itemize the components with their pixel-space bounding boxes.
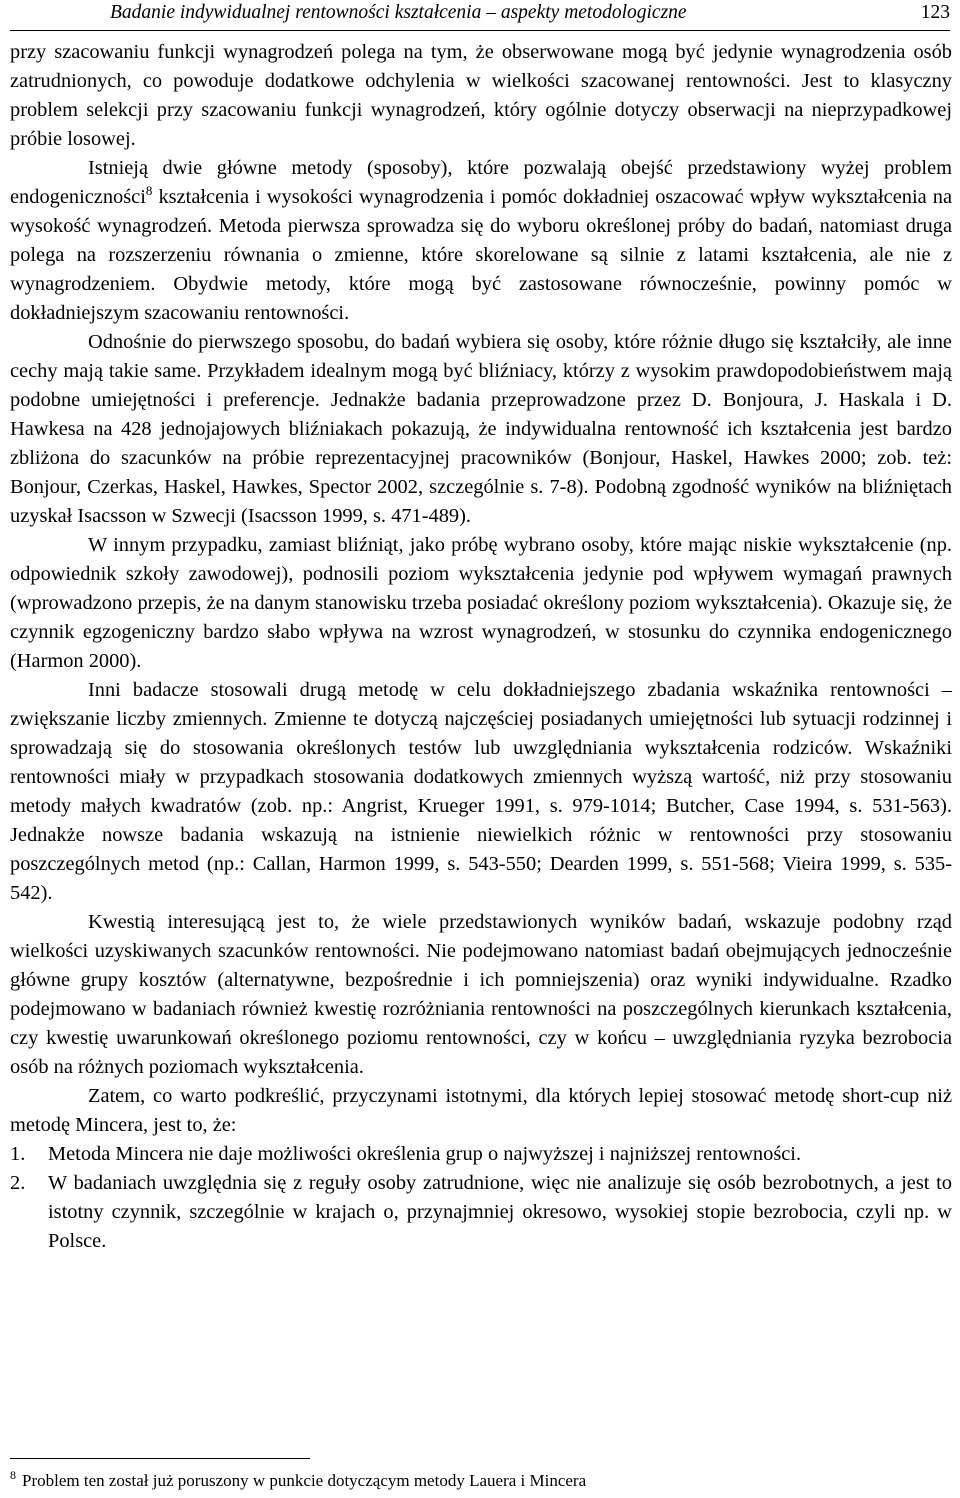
paragraph-text: kształcenia i wysokości wynagrodzenia i pomóc dokładniej oszacować wpływ wykształcenia na wysokość wynagrodzeń. Metoda pierwsza sprowadza się do wyboru określonej próby do badań, natomiast druga polega na rozszerzeniu równania o zmienne, które skorelowane są silnie z latami kształcenia, ale nie z wynagrodzeniem. Obydwie metody, które mogą być zastosowane równocześnie, powinny pomóc w dokładniejszym szacowaniu rentowności. xyxy=(10,186,952,324)
running-header-title: Badanie indywidualnej rentowności kształcenia – aspekty metodologiczne xyxy=(110,2,687,23)
paragraph: przy szacowaniu funkcji wynagrodzeń polega na tym, że obserwowane mogą być jedynie wynagrodzenia osób zatrudnionych, co powoduje dodatkowe odchylenia w wielkości szacowanej rentowności. Jest to klasyczny problem selekcji przy szacowaniu funkcji wynagrodzeń, który ogólnie dotyczy obserwacji na nieprzypadkowej próbie losowej. xyxy=(10,41,952,150)
body-text xyxy=(10,38,952,1256)
paragraph: Odnośnie do pierwszego sposobu, do badań wybiera się osoby, które różnie długo się kształciły, ale inne cechy mają takie same. Przykładem idealnym mogą być bliźniacy, którzy z wysokim prawdopodobieństwem mają podobne umiejętności i preferencje. Jednakże badania przeprowadzone przez D. Bonjoura, J. Haskala i D. Hawkesa na 428 jednojajowych bliźniakach pokazują, że indywidualna rentowność ich kształcenia jest bardzo zbliżona do szacunków na próbie reprezentacyjnej pracowników (Bonjour, Haskel, Hawkes 2000; zob. też: Bonjour, Czerkas, Haskel, Hawkes, Spector 2002, szczególnie s. 7-8). Podobną zgodność wyników na bliźniętach uzyskał Isacsson w Szwecji (Isacsson 1999, s. 471-489). xyxy=(10,331,952,527)
paragraph-text: Istnieją dwie główne metody (sposoby), które pozwalają obejść przedstawiony wyżej problem endogeniczności xyxy=(10,157,952,208)
paragraph: Kwestią interesującą jest to, że wiele przedstawionych wyników badań, wskazuje podobny rząd wielkości uzyskiwanych szacunków rentowności. Nie podejmowano natomiast badań obejmujących jednocześnie główne grupy kosztów (alternatywne, bezpośrednie i ich pomniejszenia) oraz wyniki indywidualne. Rzadko podejmowano w badaniach również kwestię rozróżniania rentowności na poszczególnych kierunkach kształcenia, czy kwestię uwarunkowań określonego poziomu rentowności, czy w końcu – uwzględniania ryzyka bezrobocia osób na różnych poziomach wykształcenia. xyxy=(10,911,952,1078)
list-item-number: 2. xyxy=(10,1172,26,1194)
paragraph: W innym przypadku, zamiast bliźniąt, jako próbę wybrano osoby, które mając niskie wykształcenie (np. odpowiednik szkoły zawodowej), podnosili poziom wykształcenia jedynie pod wpływem wymagań prawnych (wprowadzono przepis, że na danym stanowisku trzeba posiadać określony poziom wykształcenia). Okazuje się, że czynnik egzogeniczny bardzo słabo wpływa na wzrost wynagrodzeń, w stosunku do czynnika endogenicznego (Harmon 2000). xyxy=(10,534,952,672)
footnote-marker: 8 xyxy=(10,1468,16,1482)
page-number: 123 xyxy=(920,2,950,23)
footnote xyxy=(10,1470,950,1492)
footnote-separator xyxy=(10,1458,310,1459)
numbered-list xyxy=(10,1140,952,1256)
list-item xyxy=(10,1169,952,1256)
list-item-text: Metoda Mincera nie daje możliwości określenia grup o najwyższej i najniższej rentowności. xyxy=(48,1143,802,1165)
list-item xyxy=(10,1140,952,1169)
paragraph xyxy=(10,154,952,328)
paragraph: Inni badacze stosowali drugą metodę w celu dokładniejszego zbadania wskaźnika rentowności – zwiększanie liczby zmiennych. Zmienne te dotyczą najczęściej posiadanych umiejętności lub sytuacji rodzinnej i sprowadzają się do stosowania określonych testów lub uwzględniania wykształcenia rodziców. Wskaźniki rentowności miały w przypadkach stosowania dodatkowych zmiennych wyższą wartość, niż przy stosowaniu metody małych kwadratów (zob. np.: Angrist, Krueger 1991, s. 979-1014; Butcher, Case 1994, s. 531-563). Jednakże nowsze badania wskazują na istnienie niewielkich różnic w rentowności przy stosowaniu poszczególnych metod (np.: Callan, Harmon 1999, s. 543-550; Dearden 1999, s. 551-568; Vieira 1999, s. 535-542). xyxy=(10,679,952,904)
list-item-number: 1. xyxy=(10,1143,26,1165)
footnote-reference[interactable]: 8 xyxy=(145,183,153,198)
running-header xyxy=(10,0,950,31)
paragraph: Zatem, co warto podkreślić, przyczynami istotnymi, dla których lepiej stosować metodę short-cup niż metodę Mincera, jest to, że: xyxy=(10,1085,952,1136)
list-item-text: W badaniach uwzględnia się z reguły osoby zatrudnione, więc nie analizuje się osób bezrobotnych, a jest to istotny czynnik, szczególnie w krajach o, przynajmniej okresowo, wysokiej stopie bezrobocia, czyli np. w Polsce. xyxy=(48,1172,952,1252)
footnote-text: Problem ten został już poruszony w punkcie dotyczącym metody Lauera i Mincera xyxy=(22,1471,587,1490)
